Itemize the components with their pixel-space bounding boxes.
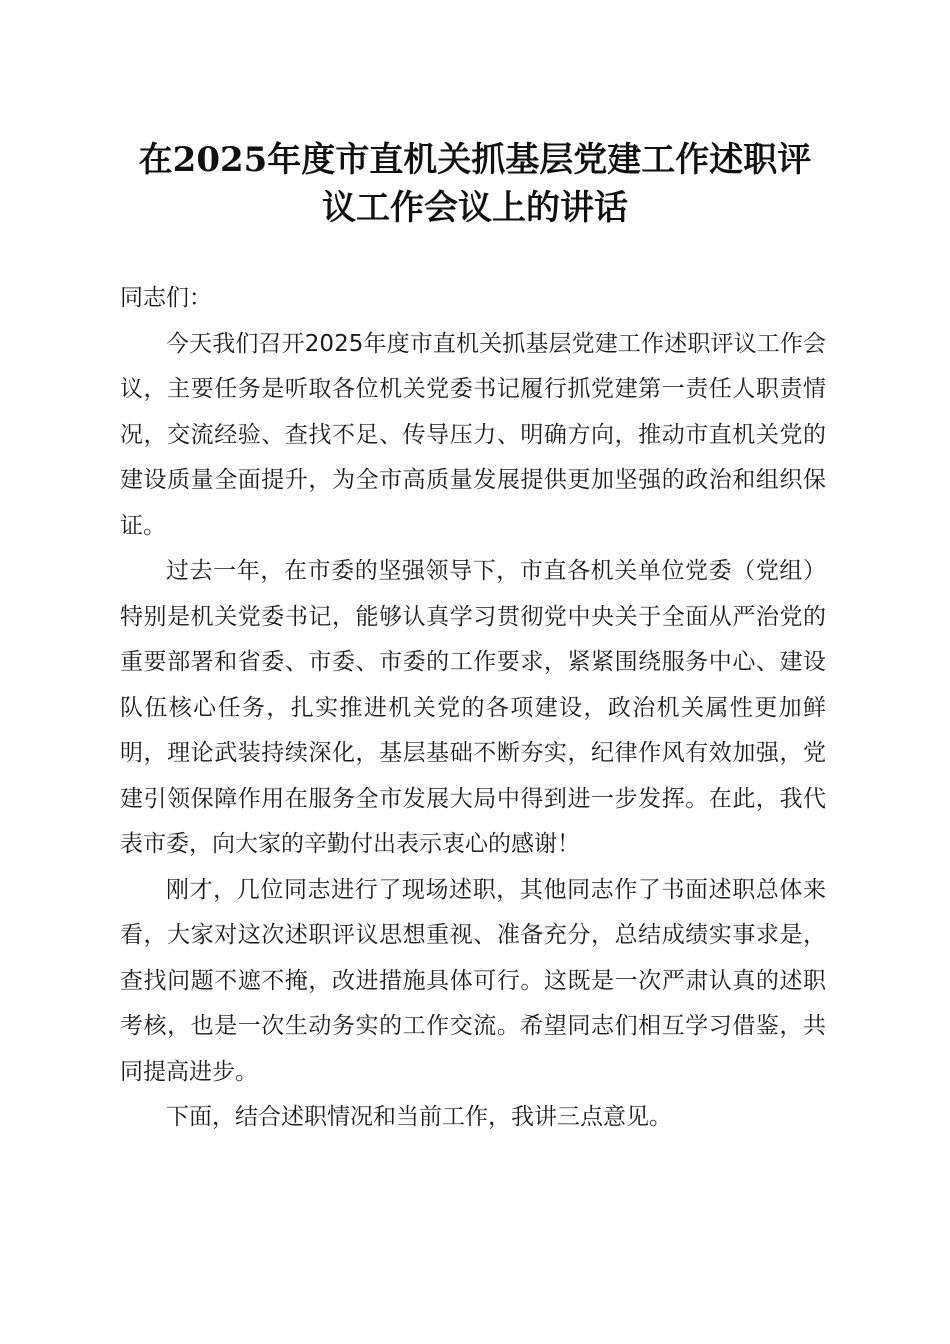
paragraph-4: 下面，结合述职情况和当前工作，我讲三点意见。: [166, 1104, 672, 1130]
document-body: [120, 276, 826, 1141]
paragraph-1: 今天我们召开2025年度市直机关抓基层党建工作述职评议工作会议，主要任务是听取各位机关党委书记履行抓党建第一责任人职责情况，交流经验、查找不足、传导压力、明确方向，推动市直机关党的建设质量全面提升，为全市高质量发展提供更加坚强的政治和组织保证。: [120, 330, 826, 539]
document-title: [100, 136, 850, 232]
paragraph-2: 过去一年，在市委的坚强领导下，市直各机关单位党委（党组）特别是机关党委书记，能够认真学习贯彻党中央关于全面从严治党的重要部署和省委、市委、市委的工作要求，紧紧围绕服务中心、建设队伍核心任务，扎实推进机关党的各项建设，政治机关属性更加鲜明，理论武装持续深化，基层基础不断夯实，纪律作风有效加强，党建引领保障作用在服务全市发展大局中得到进一步发挥。在此，我代表市委，向大家的辛勤付出表示衷心的感谢！: [120, 558, 826, 857]
paragraph-3: 刚才，几位同志进行了现场述职，其他同志作了书面述职总体来看，大家对这次述职评议思想重视、准备充分，总结成绩实事求是，查找问题不遮不掩，改进措施具体可行。这既是一次严肃认真的述职考核，也是一次生动务实的工作交流。希望同志们相互学习借鉴，共同提高进步。: [120, 876, 826, 1085]
title-line-2: 议工作会议上的讲话: [322, 188, 628, 228]
title-line-1: 在2025年度市直机关抓基层党建工作述职评: [138, 140, 812, 180]
greeting: 同志们：: [120, 285, 212, 311]
